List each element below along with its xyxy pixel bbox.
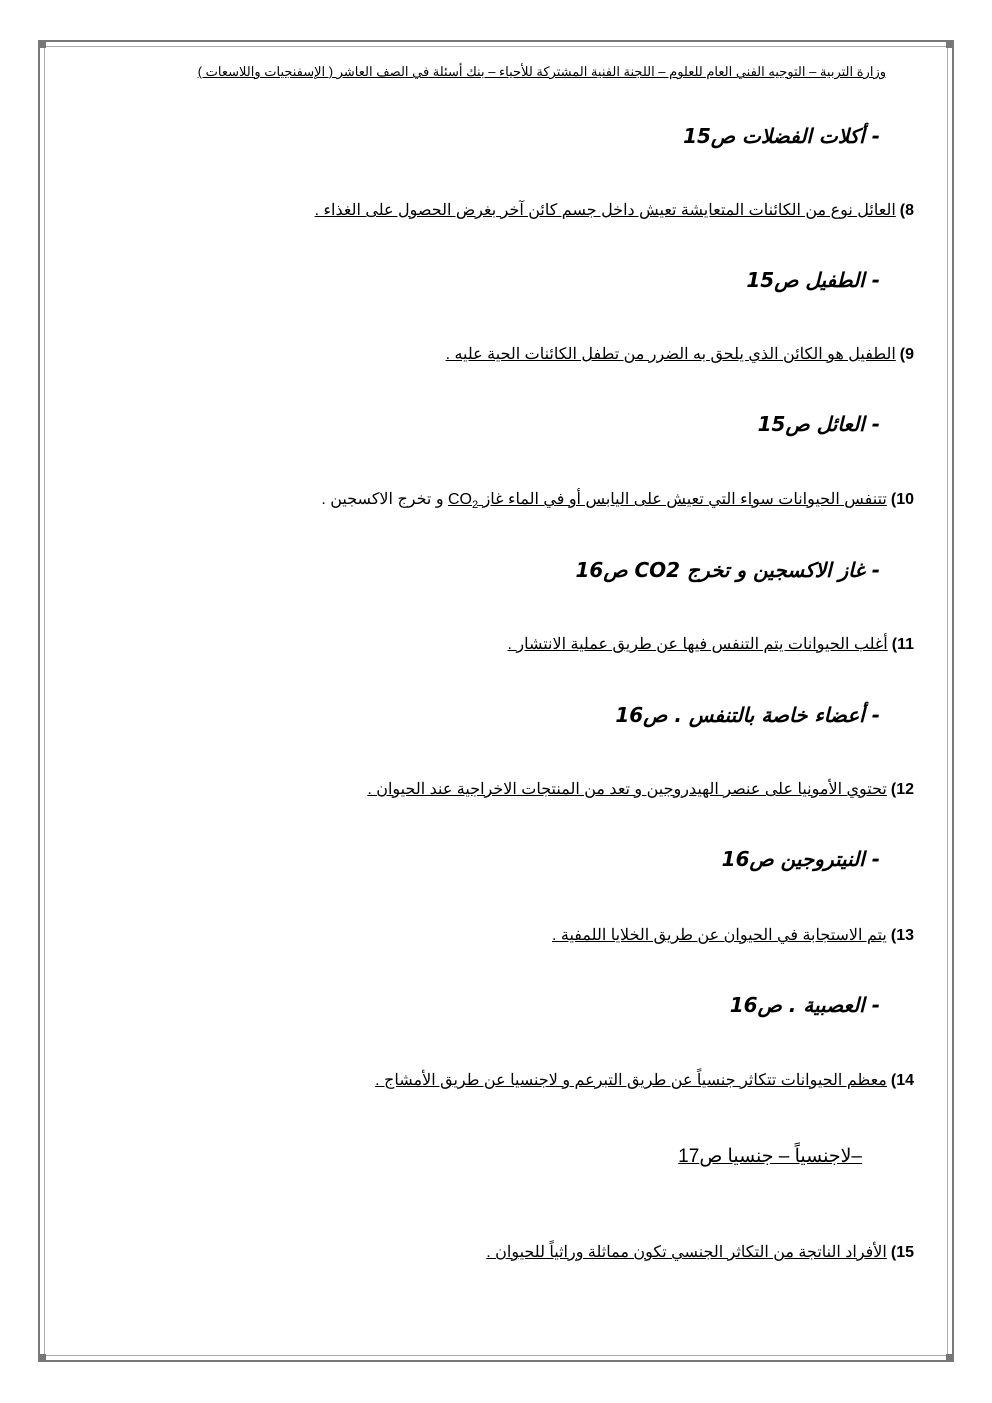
question-15: 15)الأفراد الناتجة من التكاثر الجنسي تكون مماثلة وراثياً للحيوان . bbox=[486, 1244, 914, 1261]
corner-ornament bbox=[946, 1354, 954, 1362]
answer-8: - الطفيل ص15 bbox=[746, 268, 880, 292]
answer-11: - أعضاء خاصة بالتنفس . ص16 bbox=[615, 703, 880, 727]
answer-13: - العصبية . ص16 bbox=[729, 993, 880, 1017]
question-14: 14)معظم الحيوانات تتكاثر جنسياً عن طريق التبرعم و لاجنسيا عن طريق الأمشاج . bbox=[375, 1072, 914, 1089]
answer-12: - النيتروجين ص16 bbox=[721, 847, 880, 871]
corner-ornament bbox=[38, 1354, 46, 1362]
question-10: 10)تتنفس الحيوانات سواء التي تعيش على اليابس أو في الماء غاز $CO_2$ و تخرج الاكسجين . bbox=[321, 491, 914, 512]
question-13: 13)يتم الاستجابة في الحيوان عن طريق الخلايا اللمفية . bbox=[552, 927, 914, 944]
answer-7: - أكلات الفضلات ص15 bbox=[683, 124, 880, 148]
page-header: وزارة التربية – التوجيه الفني العام للعلوم – اللجنة الفنية المشتركة للأحياء – بنك أسئلة في الصف العاشر ( الإسفنجيات واللاسعات ) bbox=[197, 64, 886, 79]
corner-ornament bbox=[946, 40, 954, 48]
answer-10: - غاز الاكسجين و تخرج CO2 ص16 bbox=[575, 558, 880, 582]
answer-14: –لاجنسياً – جنسيا ص17 bbox=[678, 1146, 862, 1167]
question-9: 9)الطفيل هو الكائن الذي يلحق به الضرر من تطفل الكائنات الحية عليه . bbox=[445, 346, 914, 363]
question-11: 11)أغلب الحيوانات يتم التنفس فيها عن طريق عملية الانتشار . bbox=[507, 636, 914, 653]
corner-ornament bbox=[38, 40, 46, 48]
question-8: 8)العائل نوع من الكائنات المتعايشة تعيش داخل جسم كائن آخر بغرض الحصول على الغذاء . bbox=[314, 202, 914, 219]
question-12: 12)تحتوي الأمونيا على عنصر الهيدروجين و تعد من المنتجات الاخراجية عند الحيوان . bbox=[367, 781, 914, 798]
answer-9: - العائل ص15 bbox=[757, 412, 880, 436]
